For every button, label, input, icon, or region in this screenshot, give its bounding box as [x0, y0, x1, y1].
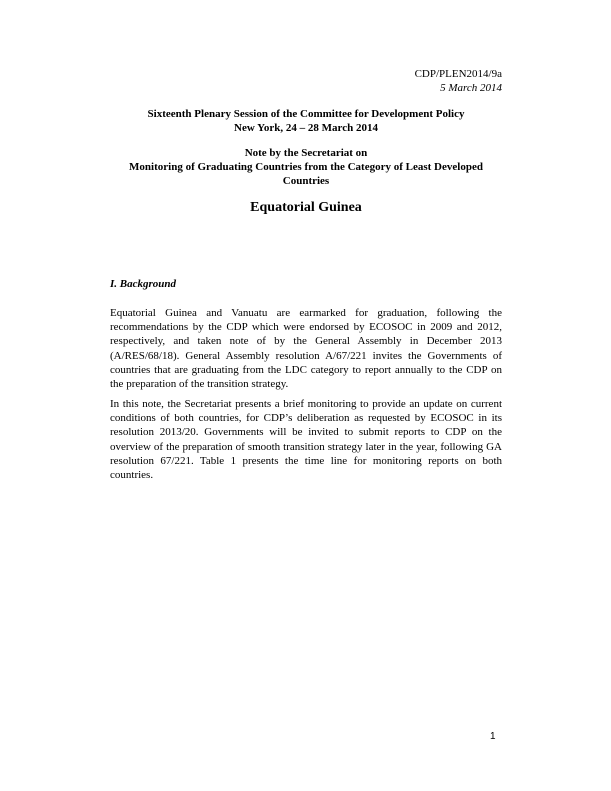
paragraph-1: Equatorial Guinea and Vanuatu are earmarked for graduation, following the recommendations by the CDP which were endorsed by ECOSOC in 2009 and 2012, respectively, and taken note of by the General Assembly in December 2013 (A/RES/68/18). General Assembly resolution A/67/221 invites the Governments of countries that are graduating from the LDC category to report annually to the CDP on the preparation of the transition strategy. — [110, 307, 502, 391]
session-title — [110, 107, 502, 135]
section-heading: I. Background — [110, 278, 177, 290]
session-name: Sixteenth Plenary Session of the Committee for Development Policy — [147, 108, 465, 120]
note-line-2: Monitoring of Graduating Countries from the Category of Least Developed — [129, 161, 483, 173]
page-number: 1 — [490, 731, 496, 742]
session-location-dates: New York, 24 – 28 March 2014 — [234, 122, 378, 134]
document-symbol: CDP/PLEN2014/9a — [414, 68, 502, 80]
document-reference — [415, 67, 502, 95]
paragraph-2: In this note, the Secretariat presents a brief monitoring to provide an update on current conditions of both countries, for CDP’s deliberation as requested by ECOSOC in its resolution 2013/20. Governments will be invited to submit reports to CDP on the overview of the preparation of smooth transition strategy later in the year, following GA resolution 67/221. Table 1 presents the time line for monitoring reports on both countries. — [110, 398, 502, 482]
note-line-3: Countries — [282, 175, 330, 187]
document-date: 5 March 2014 — [440, 82, 502, 94]
note-title — [110, 146, 502, 188]
note-line-1: Note by the Secretariat on — [244, 147, 368, 159]
country-title: Equatorial Guinea — [250, 200, 362, 215]
